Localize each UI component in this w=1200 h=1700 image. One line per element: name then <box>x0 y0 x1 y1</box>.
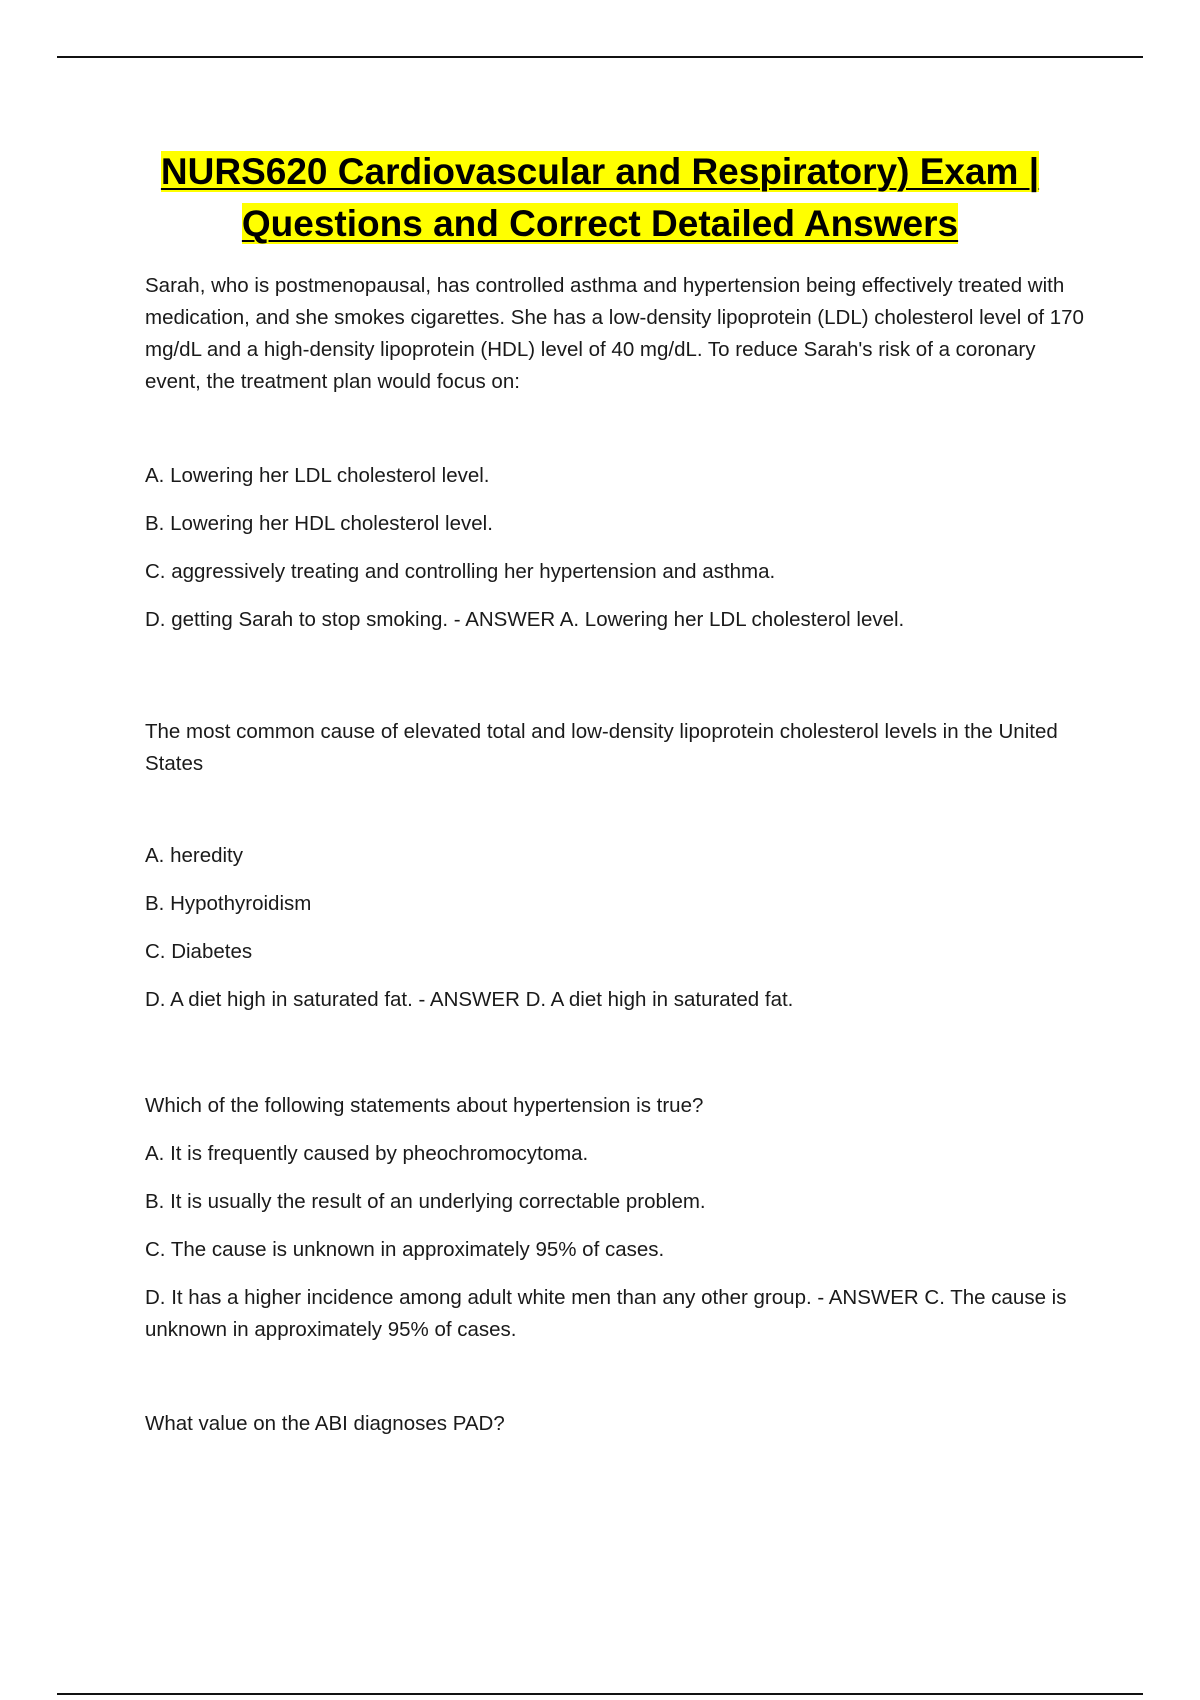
question-2-option-c: C. Diabetes <box>145 940 253 963</box>
question-3-option-c: C. The cause is unknown in approximately 95% of cases. <box>145 1238 665 1261</box>
question-2-option-b: B. Hypothyroidism <box>145 892 312 915</box>
document-body <box>145 270 1085 1440</box>
document-title <box>100 146 1100 250</box>
question-3-option-a: A. It is frequently caused by pheochromocytoma. <box>145 1142 589 1165</box>
question-2-option-a: A. heredity <box>145 844 243 867</box>
question-1-option-d-answer: D. getting Sarah to stop smoking. - ANSWER A. Lowering her LDL cholesterol level. <box>145 608 905 631</box>
question-1-option-a: A. Lowering her LDL cholesterol level. <box>145 464 490 487</box>
title-line-2: Questions and Correct Detailed Answers <box>241 203 959 244</box>
question-1-option-c: C. aggressively treating and controlling her hypertension and asthma. <box>145 560 776 583</box>
question-2-prompt: The most common cause of elevated total and low-density lipoprotein cholesterol levels in the United States <box>145 720 1058 775</box>
footer-rule <box>57 1693 1143 1695</box>
header-rule <box>57 56 1143 58</box>
question-4-prompt: What value on the ABI diagnoses PAD? <box>145 1412 505 1435</box>
question-3-prompt: Which of the following statements about hypertension is true? <box>145 1094 704 1117</box>
question-3-option-d-answer: D. It has a higher incidence among adult white men than any other group. - ANSWER C. The cause is unknown in approximately 95% of cases. <box>145 1286 1067 1341</box>
question-1-option-b: B. Lowering her HDL cholesterol level. <box>145 512 493 535</box>
question-1-prompt: Sarah, who is postmenopausal, has controlled asthma and hypertension being effectively treated with medication, and she smokes cigarettes. She has a low-density lipoprotein (LDL) cholesterol level of 170 mg/dL and a high-density lipoprotein (HDL) level of 40 mg/dL. To reduce Sarah's risk of a coronary event, the treatment plan would focus on: <box>145 274 1084 393</box>
title-line-1: NURS620 Cardiovascular and Respiratory) Exam | <box>160 151 1040 192</box>
question-3-option-b: B. It is usually the result of an underlying correctable problem. <box>145 1190 706 1213</box>
question-2-option-d-answer: D. A diet high in saturated fat. - ANSWER D. A diet high in saturated fat. <box>145 988 794 1011</box>
